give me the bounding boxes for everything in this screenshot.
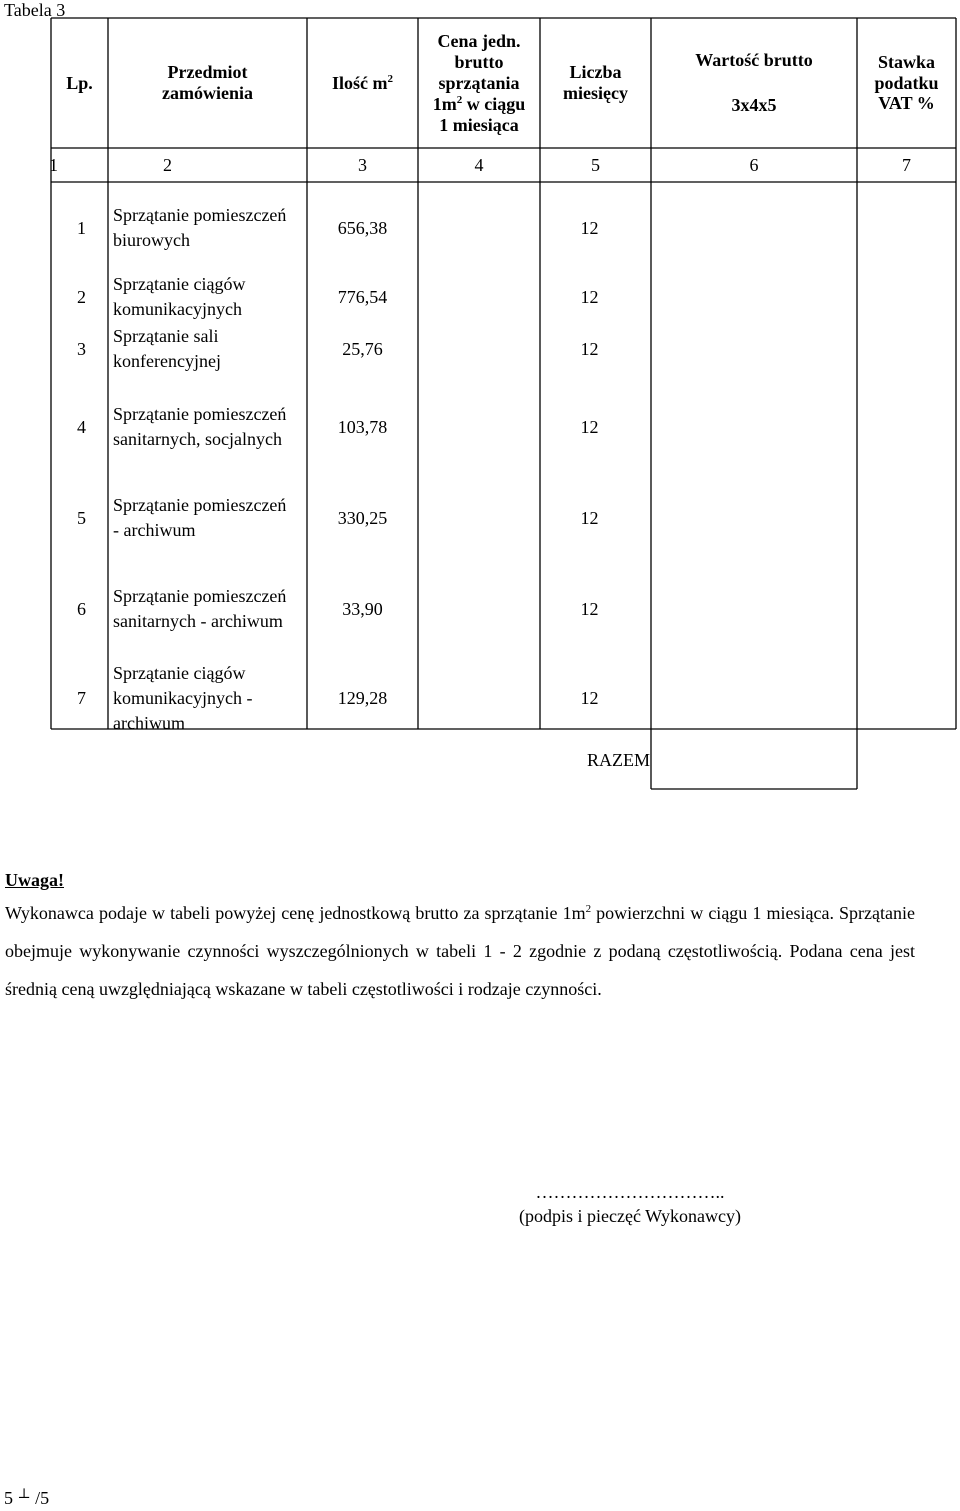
column-number-3: 3: [358, 154, 367, 175]
column-number-7: 7: [902, 154, 911, 175]
table-title: Tabela 3: [4, 0, 66, 20]
header-area: Ilość $m^2$: [332, 72, 393, 93]
area-value: 656,38: [337, 217, 388, 238]
column-number-6: 6: [749, 154, 759, 175]
gross-value-cell[interactable]: [651, 185, 857, 271]
vat-rate-cell[interactable]: [857, 557, 956, 661]
vat-rate-cell[interactable]: [857, 479, 956, 557]
page-number: 5 ⊥ /5: [4, 1487, 50, 1508]
note-section: Uwaga! Wykonawca podaje w tabeli powyżej cenę jednostkową brutto za sprzątanie $1m^2$ powierzchni w ciągu 1 miesiąca. Sprzątanie obejmuje wykonywanie czynności wyszczególnionych w tabeli 1 - 2 zgodnie z podaną częstotliwością. Podana cena jest średnią ceną uwzględniającą wskazane w tabeli częstotliwości i rodzaje czynności.: [5, 866, 915, 1008]
vat-rate-cell[interactable]: [857, 323, 956, 375]
months-value: 12: [580, 416, 599, 437]
item-name: Sprzątanie pomieszczeń - archiwum: [113, 495, 287, 540]
vat-rate-cell[interactable]: [857, 661, 956, 736]
header-value: Wartość brutto 3x4x5: [695, 50, 813, 115]
column-number-1: 1: [49, 154, 58, 175]
vat-rate-cell[interactable]: [857, 185, 956, 271]
gross-value-cell[interactable]: [651, 479, 857, 557]
gross-value-cell[interactable]: [651, 271, 857, 323]
vat-rate-cell[interactable]: [857, 375, 956, 479]
header-unit-price: Cena jedn. brutto sprzątania $1m^2$ w ciągu 1 miesiąca: [432, 30, 526, 135]
total-value[interactable]: [651, 729, 857, 789]
months-value: 12: [580, 286, 599, 307]
row-number: 3: [77, 338, 86, 359]
area-value: 25,76: [342, 338, 383, 359]
header-months: Liczba miesięcy: [563, 62, 628, 103]
header-lp: Lp.: [66, 72, 93, 93]
signature-label: (podpis i pieczęć Wykonawcy): [518, 1206, 741, 1226]
months-value: 12: [580, 217, 599, 238]
gross-value-cell[interactable]: [651, 557, 857, 661]
column-number-2: 2: [163, 154, 172, 175]
row-number: 1: [77, 217, 86, 238]
note-title: Uwaga: [5, 870, 58, 890]
area-value: 330,25: [337, 507, 388, 528]
signature-block: [470, 1180, 790, 1228]
area-value: 129,28: [337, 688, 388, 709]
item-name: Sprzątanie ciągów komunikacyjnych - archiwum: [113, 663, 253, 733]
area-value: 103,78: [337, 416, 388, 437]
gross-value-cell[interactable]: [651, 661, 857, 736]
months-value: 12: [580, 507, 599, 528]
area-value: 33,90: [342, 598, 383, 619]
item-name: Sprzątanie ciągów komunikacyjnych: [113, 274, 246, 319]
note-body: Wykonawca podaje w tabeli powyżej cenę jednostkową brutto za sprzątanie $1m^2$ powierzchni w ciągu 1 miesiąca. Sprzątanie obejmuje wykonywanie czynności wyszczególnionych w tabeli 1 - 2 zgodnie z podaną częstotliwością. Podana cena jest średnią ceną uwzględniającą wskazane w tabeli częstotliwości i rodzaje czynności.: [5, 903, 915, 999]
row-number: 6: [77, 598, 86, 619]
signature-dots: …………………………..: [535, 1182, 725, 1202]
row-number: 4: [77, 416, 86, 437]
months-value: 12: [580, 598, 599, 619]
item-name: Sprzątanie pomieszczeń sanitarnych, socjalnych: [113, 404, 287, 449]
column-number-4: 4: [474, 154, 484, 175]
item-name: Sprzątanie sali konferencyjnej: [113, 326, 221, 371]
gross-value-cell[interactable]: [651, 375, 857, 479]
header-item: Przedmiot zamówienia: [162, 62, 253, 103]
total-label: RAZEM: [587, 749, 650, 770]
months-value: 12: [580, 688, 599, 709]
gross-value-cell[interactable]: [651, 323, 857, 375]
area-value: 776,54: [337, 286, 388, 307]
row-number: 5: [77, 507, 86, 528]
item-name: Sprzątanie pomieszczeń biurowych: [113, 205, 287, 250]
row-number: 2: [77, 286, 86, 307]
item-name: Sprzątanie pomieszczeń sanitarnych - archiwum: [113, 586, 287, 631]
row-number: 7: [77, 688, 86, 709]
months-value: 12: [580, 338, 599, 359]
column-number-5: 5: [591, 154, 600, 175]
header-vat: Stawka podatku VAT %: [874, 51, 939, 114]
vat-rate-cell[interactable]: [857, 271, 956, 323]
